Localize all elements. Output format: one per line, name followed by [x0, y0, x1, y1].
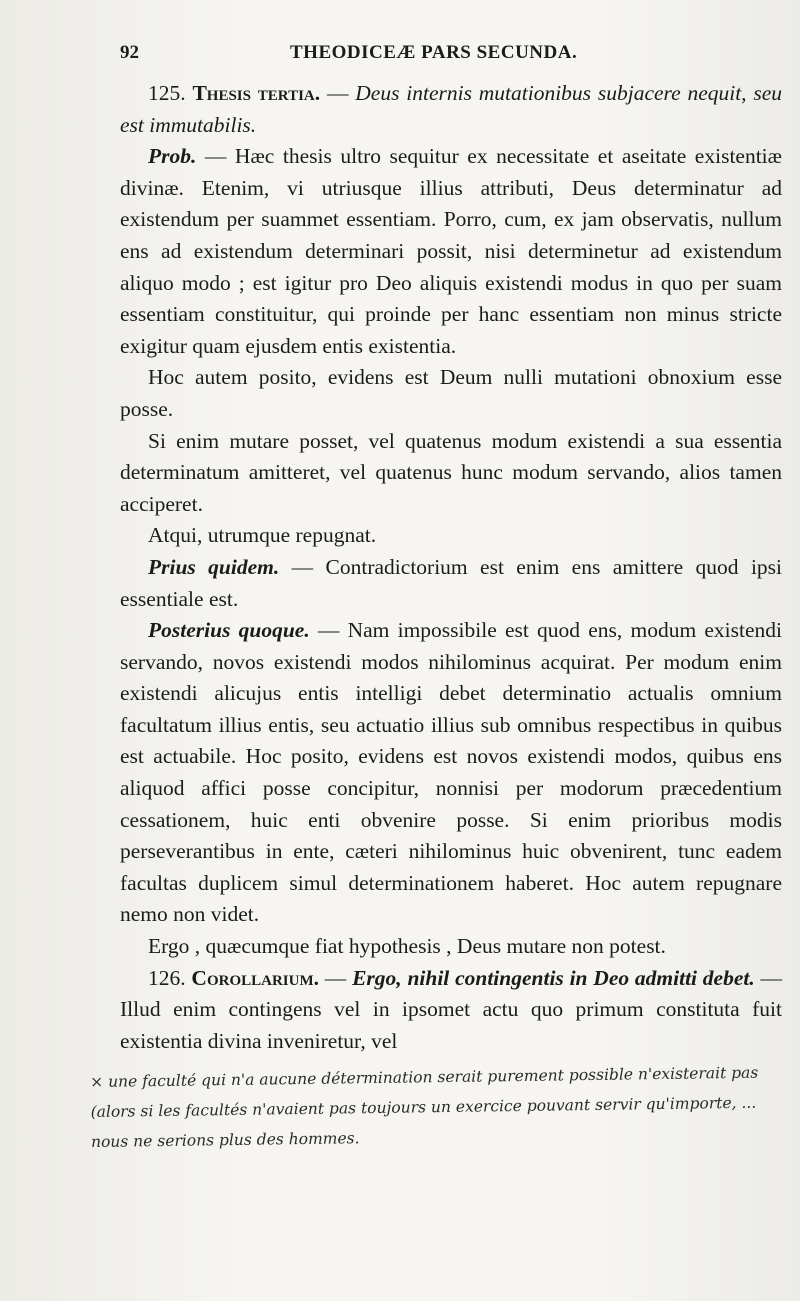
- section-number: 125.: [148, 81, 186, 105]
- dash: —: [320, 81, 356, 105]
- paragraph-si-enim: Si enim mutare posset, vel quatenus modum existendi a sua essentia determinatum amitteret, vel quatenus hunc modum servando, alios tamen acciperet.: [120, 428, 782, 516]
- corollary-paragraph: [120, 963, 782, 1058]
- proof-paragraph: [120, 141, 782, 362]
- section-number: 126.: [148, 965, 186, 990]
- paragraph-hoc-autem: Hoc autem posito, evidens est Deum nulli mutationi obnoxium esse posse.: [120, 365, 782, 421]
- paragraph-atqui: Atqui, utrumque repugnat.: [148, 523, 377, 548]
- posterius-lead: Posterius quoque.: [148, 618, 310, 643]
- running-head: [120, 42, 782, 78]
- section-label: Thesis tertia.: [192, 81, 321, 105]
- paragraph-prius-quidem: [120, 552, 782, 615]
- posterius-text: — Nam impossibile est quod ens, modum existendi servando, novos existendi modos nihilominus acquirat. Per modum enim existendi alicujus entis intelligi debet determinatio actualis omnium facultatum illius entis, seu actuatio illius sub omnibus respectibus in quibus est actuabile. Hoc posito, evidens est novos existendi modos, quibus ens aliquod affici posse concipitur, nonnisi per modorum præcedentium cessationem, huic enti obvenire posse. Si enim prioribus modis perseverantibus in ente, cæteri nihilominus huic obvenirent, tunc eadem facultas duplicem simul determinationem haberet. Hoc autem repugnare nemo non videt.: [120, 618, 782, 927]
- thesis-heading-paragraph: [120, 78, 782, 141]
- page-number: 92: [120, 42, 139, 63]
- running-title: THEODICEÆ PARS SECUNDA.: [290, 42, 578, 63]
- thesis-statement: Deus internis mutationibus subjacere nequit, seu est immutabilis.: [120, 81, 783, 137]
- paragraph-posterius-quoque: [120, 615, 782, 931]
- proof-text: — Hæc thesis ultro sequitur ex necessitate et aseitate existentiæ divinæ. Etenim, vi utriusque illius attributi, Deus determinatur ad existendum per suammet essentiam. Porro, cum, ex jam observatis, nullum ens ad existendum determinari possit, nisi determinetur ad existendum aliquo modo ; est igitur pro Deo aliquis existendi modus in quo per suam essentiam constituitur, qui proinde per hanc essentiam non minus stricte exigitur quam ejusdem entis existentia.: [120, 144, 782, 358]
- body-text: [120, 78, 782, 1057]
- handwritten-marginal-note: × une faculté qui n'a aucune détermination serait purement possible n'existerait pas (alors si les facultés n'avaient pas toujours un exercice pouvant servir qu'importe, ... nous ne serions plus des hommes.: [90, 1064, 759, 1152]
- proof-lead: Prob.: [148, 144, 197, 169]
- corollary-label: Corollarium.: [191, 965, 319, 990]
- corollary-text: — Illud enim contingens vel in ipsomet actu quo primum constituta fuit existentia divina inveniretur, vel: [120, 965, 783, 1053]
- dash: —: [319, 965, 353, 990]
- corollary-statement: Ergo, nihil contingentis in Deo admitti debet.: [352, 965, 755, 990]
- paragraph-ergo: Ergo , quæcumque fiat hypothesis , Deus mutare non potest.: [148, 934, 666, 959]
- prius-text: — Contradictorium est enim ens amittere quod ipsi essentiale est.: [120, 554, 783, 611]
- prius-lead: Prius quidem.: [148, 554, 280, 579]
